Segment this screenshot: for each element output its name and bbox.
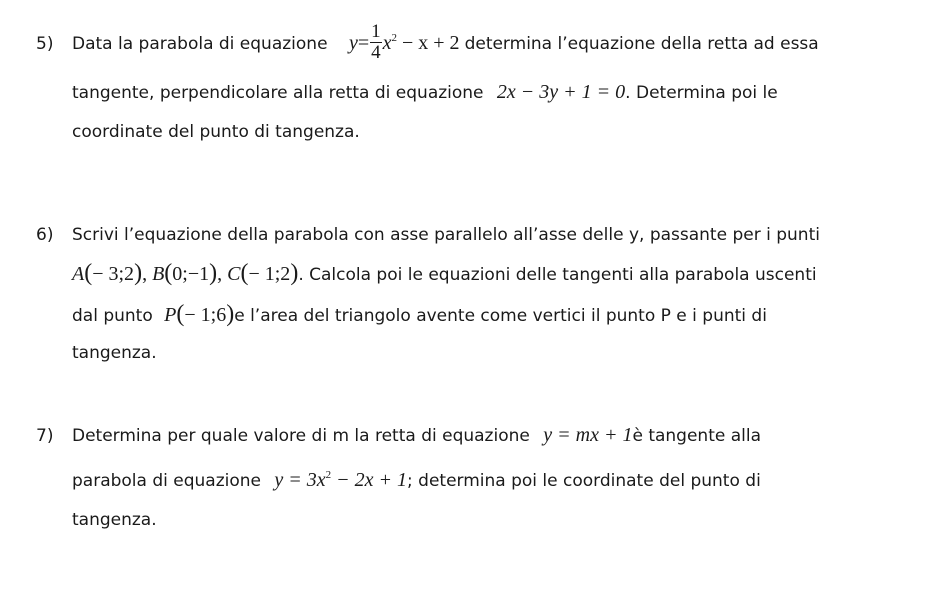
point-c-name: C <box>227 263 241 285</box>
ex7-text-1a: Determina per quale valore di m la retta di equazione <box>72 426 530 446</box>
ex6-point-p: P(− 1;6) <box>164 301 235 327</box>
ex5-text-3: coordinate del punto di tangenza. <box>72 122 360 142</box>
ex7-parabola-equation: $y = 3x^2 - 2x + 1$ <box>274 469 408 491</box>
ex6-text-3b: e l’area del triangolo avente come vertici il punto P e i punti di <box>234 306 767 326</box>
ex7-line2 <box>72 468 761 495</box>
ex6-number: 6) <box>36 225 54 245</box>
ex7-text-1b: è tangente alla <box>632 426 762 446</box>
ex6-points: A(− 3;2), B(0;−1), C(− 1;2) <box>72 260 299 286</box>
ex7-text-3: tangenza. <box>72 510 157 530</box>
ex7-line3 <box>72 508 157 532</box>
point-a-name: A <box>72 263 85 285</box>
ex5-text-1a: Data la parabola di equazione <box>72 34 328 55</box>
ex7-line-equation: y = mx + 1 <box>543 424 633 446</box>
ex5-line1 <box>36 21 819 65</box>
ex5-line-equation: 2x − 3y + 1 = 0 <box>496 81 626 103</box>
ex5-number: 5) <box>36 34 54 55</box>
ex7-text-2a: parabola di equazione <box>72 471 261 491</box>
ex6-line1 <box>36 223 820 247</box>
ex5-line3 <box>72 120 360 144</box>
ex6-text-2b: . Calcola poi le equazioni delle tangenti alla parabola uscenti <box>298 265 817 285</box>
ex6-line2 <box>72 261 817 287</box>
point-b-name: B <box>152 263 165 285</box>
point-a-coords: − 3;2 <box>92 263 135 285</box>
point-b-coords: 0;−1 <box>172 263 210 285</box>
ex6-text-4: tangenza. <box>72 343 157 363</box>
ex5-text-2b: . Determina poi le <box>625 83 778 103</box>
ex5-fraction: $\frac{1}{4}$ <box>371 21 381 63</box>
ex5-text-2a: tangente, perpendicolare alla retta di equazione <box>72 83 484 103</box>
ex5-parabola-equation: y= $\frac{1}{4}$ $x^2 - x + 2$ <box>348 21 460 63</box>
ex7-line1 <box>36 423 761 448</box>
point-c-coords: − 1;2 <box>248 263 291 285</box>
ex6-text-1: Scrivi l’equazione della parabola con asse parallelo all’asse delle y, passante per i punti <box>72 225 820 245</box>
ex7-text-2b: ; determina poi le coordinate del punto di <box>407 471 761 491</box>
ex6-line4 <box>72 341 157 365</box>
ex6-line3 <box>72 302 767 328</box>
ex7-number: 7) <box>36 426 54 446</box>
ex5-text-1b: determina l’equazione della retta ad essa <box>464 34 819 55</box>
ex5-line2 <box>72 80 778 105</box>
ex6-text-3a: dal punto <box>72 306 153 326</box>
